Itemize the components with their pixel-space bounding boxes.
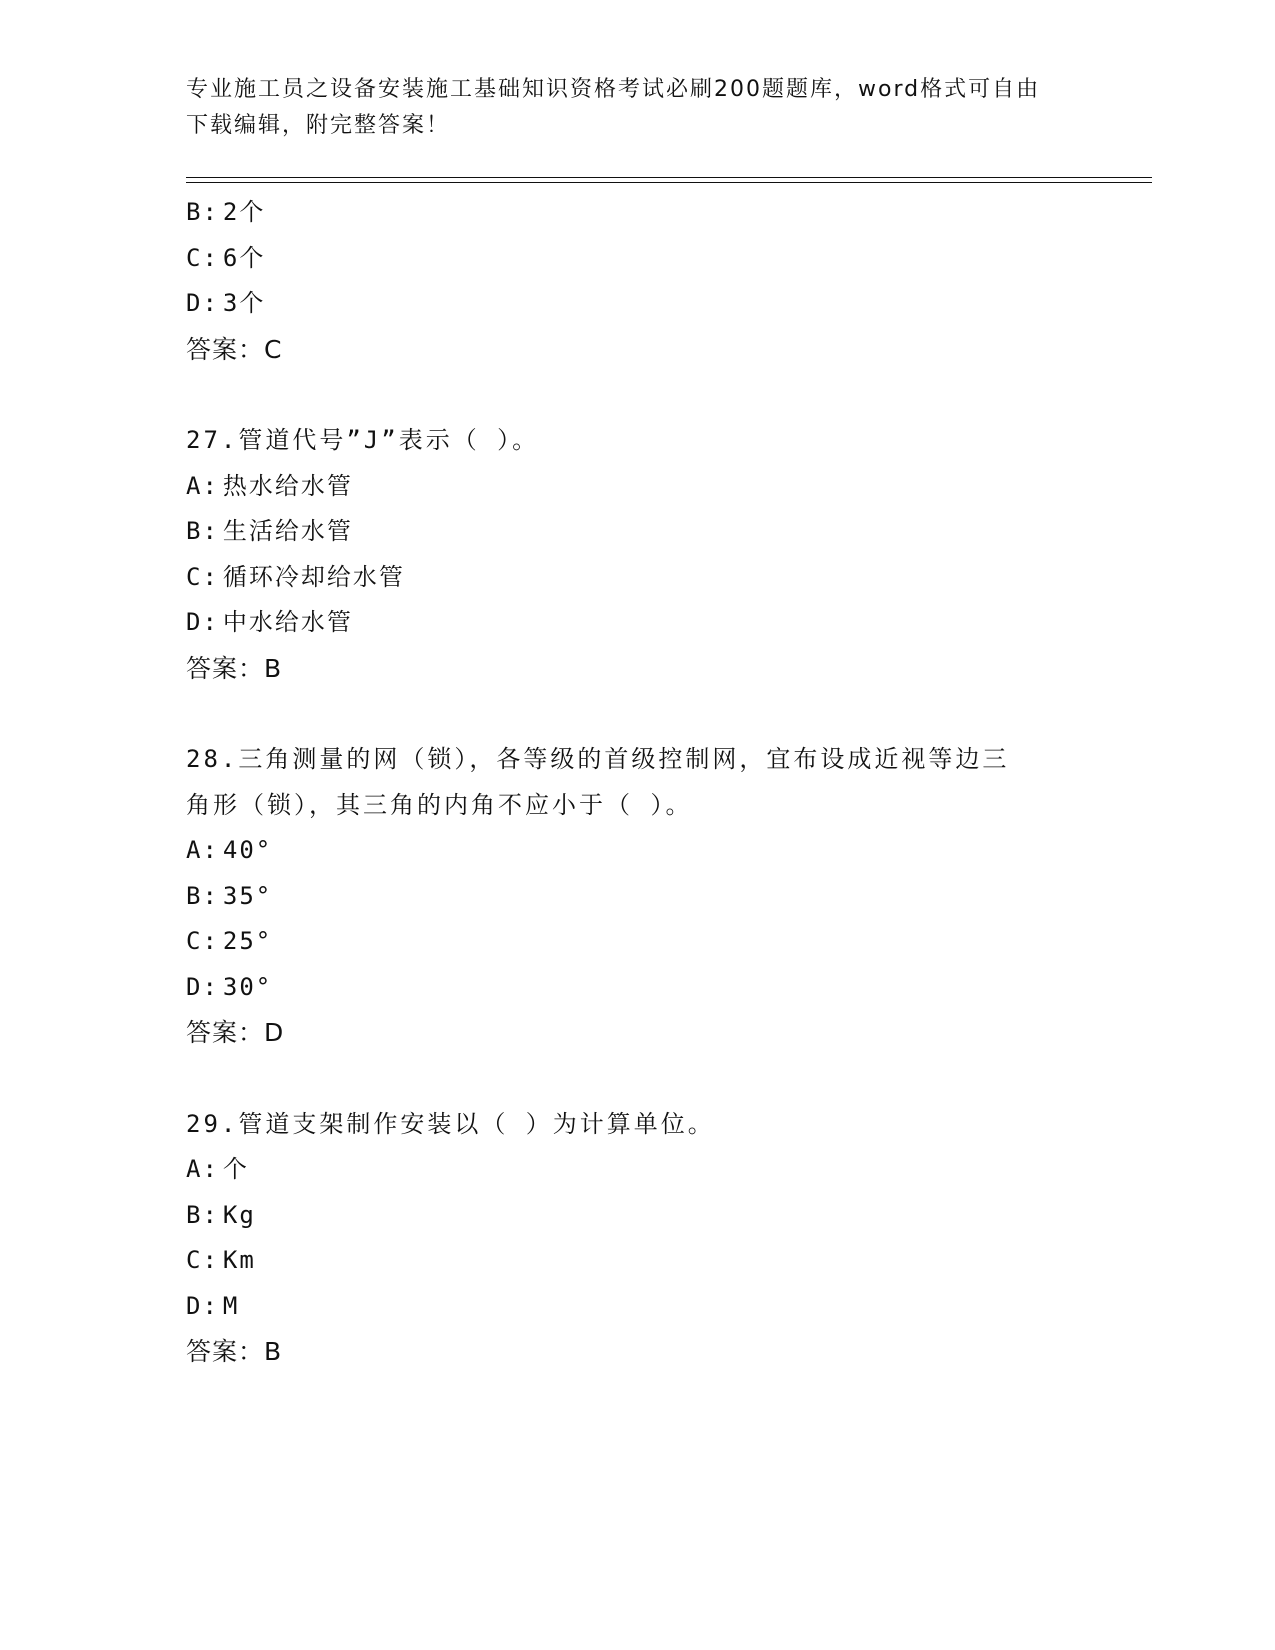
answer: 答案：B xyxy=(186,1337,283,1366)
spacer xyxy=(186,372,1086,418)
option-label: A: xyxy=(186,471,219,500)
option-text: 35° xyxy=(222,881,273,910)
option-label: D: xyxy=(186,972,219,1001)
option-text: 中水给水管 xyxy=(222,608,353,636)
option-text: 30° xyxy=(222,972,273,1001)
option-b xyxy=(186,1193,1086,1239)
option-text: 40° xyxy=(222,836,273,864)
answer: 答案：B xyxy=(186,653,283,683)
option-label: C: xyxy=(186,562,219,591)
option-b xyxy=(186,190,1086,236)
option-label: A: xyxy=(186,836,219,864)
question-29 xyxy=(186,1102,1086,1375)
question-text-line-2: 角形（锁），其三角的内角不应小于（ ）。 xyxy=(186,790,693,819)
option-label: D: xyxy=(186,608,219,636)
option-label: B: xyxy=(186,1200,219,1229)
option-d xyxy=(186,281,1086,327)
document-header xyxy=(186,72,1086,144)
spacer xyxy=(186,1056,1086,1102)
option-c xyxy=(186,919,1086,965)
option-b xyxy=(186,509,1086,555)
question-27 xyxy=(186,418,1086,691)
option-label: B: xyxy=(186,517,219,545)
option-text: 2个 xyxy=(222,198,266,226)
option-label: C: xyxy=(186,1246,219,1274)
option-text: 25° xyxy=(222,927,273,955)
header-title-line-2: 下载编辑，附完整答案！ xyxy=(186,113,451,138)
option-label: B: xyxy=(186,198,219,226)
option-a xyxy=(186,1147,1086,1193)
option-c xyxy=(186,236,1086,282)
option-d xyxy=(186,600,1086,646)
question-text: 29.管道支架制作安装以（ ）为计算单位。 xyxy=(186,1109,715,1138)
header-divider-top xyxy=(186,177,1152,178)
option-b xyxy=(186,874,1086,920)
option-text: M xyxy=(222,1291,240,1320)
option-a xyxy=(186,464,1086,510)
option-text: Km xyxy=(222,1246,256,1274)
question-26 xyxy=(186,190,1086,372)
option-text: 个 xyxy=(222,1155,249,1183)
option-d xyxy=(186,1284,1086,1330)
option-label: A: xyxy=(186,1155,219,1183)
spacer xyxy=(186,691,1086,737)
question-28 xyxy=(186,737,1086,1056)
option-label: B: xyxy=(186,881,219,910)
option-d xyxy=(186,965,1086,1011)
option-label: D: xyxy=(186,1291,219,1320)
option-c xyxy=(186,555,1086,601)
option-c xyxy=(186,1238,1086,1284)
option-label: D: xyxy=(186,289,219,317)
option-text: 6个 xyxy=(222,243,266,272)
question-text: 27.管道代号”J”表示（ ）。 xyxy=(186,426,540,454)
option-text: 生活给水管 xyxy=(222,517,353,545)
option-label: C: xyxy=(186,927,219,955)
option-text: 热水给水管 xyxy=(222,471,353,500)
option-text: Kg xyxy=(222,1200,256,1229)
option-label: C: xyxy=(186,243,219,272)
option-a xyxy=(186,828,1086,874)
option-text: 循环冷却给水管 xyxy=(222,562,405,591)
answer: 答案：D xyxy=(186,1018,285,1047)
question-text-line-1: 28.三角测量的网（锁），各等级的首级控制网，宜布设成近视等边三 xyxy=(186,745,1010,773)
question-list xyxy=(186,190,1086,1375)
option-text: 3个 xyxy=(222,289,266,317)
answer: 答案：C xyxy=(186,334,283,364)
header-title-line-1: 专业施工员之设备安装施工基础知识资格考试必刷200题题库，word格式可自由 xyxy=(186,77,1041,102)
header-divider-bottom xyxy=(186,182,1152,183)
